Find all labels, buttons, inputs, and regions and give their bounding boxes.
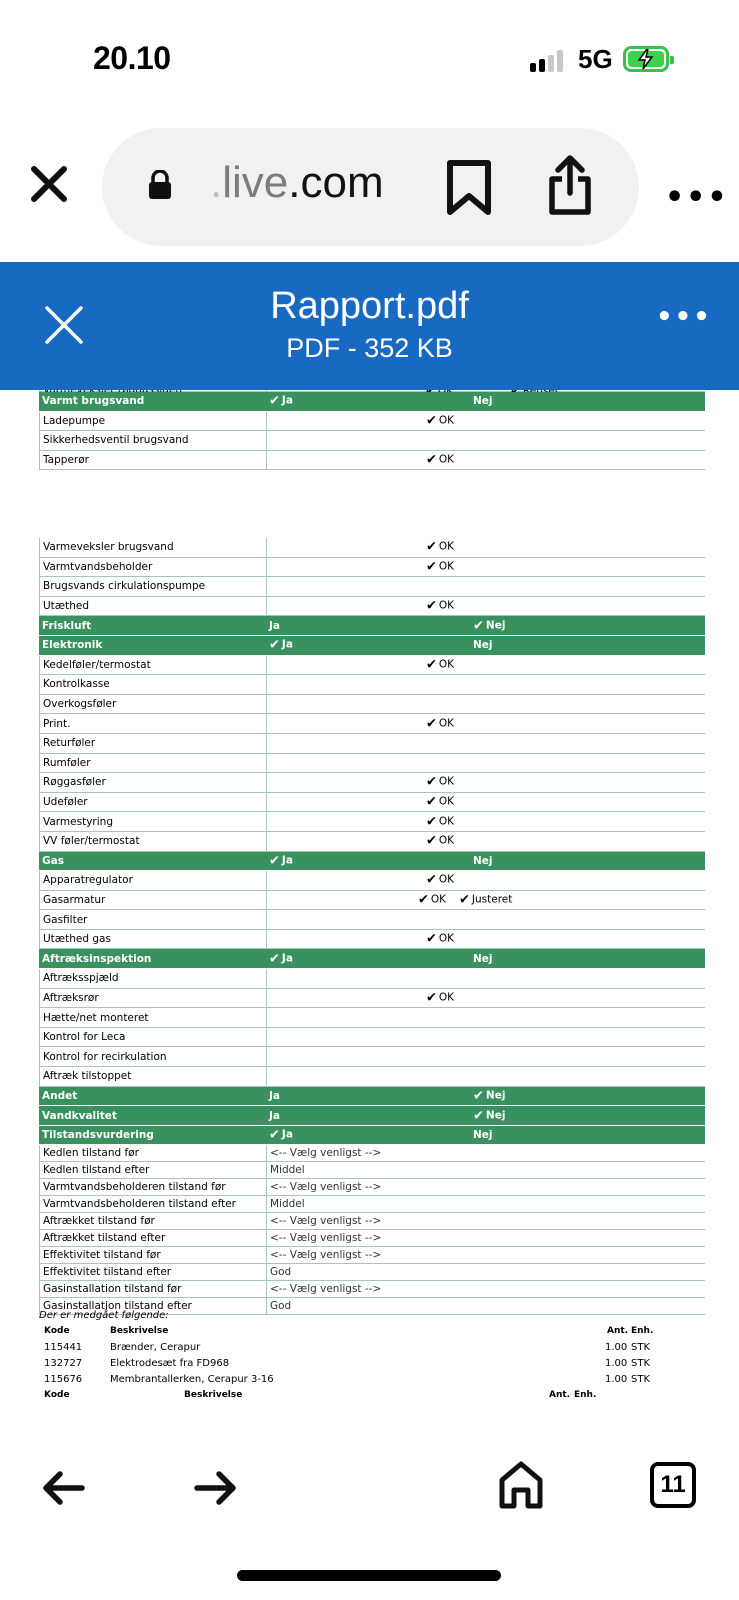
row-label: Tapperør <box>43 454 89 467</box>
row-select-value: <-- Vælg venligst --> <box>270 1232 382 1245</box>
row-label: Gasarmatur <box>43 893 106 906</box>
back-button[interactable] <box>42 1470 86 1510</box>
row-label: Brugsvands cirkulationspumpe <box>43 580 206 593</box>
row-label: Returføler <box>43 737 96 750</box>
row-label: Varmtvandsbeholder <box>43 560 153 573</box>
section-title: Varmt brugsvand <box>42 395 145 408</box>
check-icon: ✔ <box>269 951 280 967</box>
materials-header: Kode Beskrivelse Ant. Enh. <box>44 1326 654 1336</box>
forward-button[interactable] <box>193 1470 237 1510</box>
row-label: Utæthed <box>43 600 90 613</box>
arrow-left-icon <box>42 1470 86 1506</box>
row-label: Varmtvandsbeholderen tilstand før <box>43 1181 226 1194</box>
section-title: Elektronik <box>42 639 103 652</box>
material-row: 132727 Elektrodesæt fra FD968 1.00 STK <box>44 1358 651 1369</box>
check-icon: ✔ <box>426 990 437 1006</box>
url-host: live <box>222 158 289 207</box>
materials-intro: Der er medgået følgende: <box>39 1310 169 1321</box>
table-row <box>39 891 705 911</box>
check-icon: ✔ <box>269 853 280 869</box>
row-label: Overkogsføler <box>43 698 117 711</box>
row-select-value: <-- Vælg venligst --> <box>270 1283 382 1296</box>
section-nej: Nej <box>473 639 493 652</box>
row-value: ✔ OK <box>426 931 455 947</box>
section-ja: ✔ Ja <box>269 1127 293 1143</box>
row-label: Effektivitet tilstand før <box>43 1249 161 1262</box>
section-title: Vandkvalitet <box>42 1109 117 1122</box>
row-select-value: <-- Vælg venligst --> <box>270 1147 382 1160</box>
check-icon: ✔ <box>459 892 470 908</box>
section-header <box>39 636 705 656</box>
table-row <box>39 597 705 617</box>
row-value: ✔ OK <box>426 539 455 555</box>
table-row <box>39 431 705 451</box>
check-icon: ✔ <box>426 657 437 673</box>
row-select-value: <-- Vælg venligst --> <box>270 1181 382 1194</box>
check-icon: ✔ <box>269 1127 280 1143</box>
check-icon: ✔ <box>426 814 437 830</box>
row-label: Gasinstallation tilstand efter <box>43 1300 192 1313</box>
row-label: Sikkerhedsventil brugsvand <box>43 434 189 447</box>
table-row <box>39 832 705 852</box>
table-row <box>39 969 705 989</box>
bookmark-icon <box>446 160 492 216</box>
table-row <box>39 930 705 950</box>
check-icon: ✔ <box>418 892 429 908</box>
section-nej: Nej <box>473 952 493 965</box>
table-row <box>39 1028 705 1048</box>
row-select-value: <-- Vælg venligst --> <box>270 1249 382 1262</box>
section-ja: ✔ Ja <box>269 637 293 653</box>
row-label: Varmtvandsbeholderen tilstand efter <box>43 1198 236 1211</box>
row-label: Aftrækket tilstand før <box>43 1215 155 1228</box>
check-icon: ✔ <box>426 872 437 888</box>
section-nej: ✔ Nej <box>473 618 506 634</box>
home-icon <box>498 1460 544 1510</box>
pdf-subtitle: PDF - 352 KB <box>286 333 453 363</box>
pdf-more-button[interactable]: ••• <box>656 302 712 332</box>
section-nej: ✔ Nej <box>473 1108 506 1124</box>
table-row <box>39 1162 705 1179</box>
bookmark-button[interactable] <box>446 160 492 220</box>
material-row: 115676 Membrantallerken, Cerapur 3-16 1.00 STK <box>44 1374 651 1385</box>
section-header <box>39 392 705 412</box>
section-title: Friskluft <box>42 619 92 632</box>
row-value: ✔ OK <box>426 872 455 888</box>
table-row <box>39 412 705 432</box>
table-row <box>39 1264 705 1281</box>
section-title: Andet <box>42 1089 78 1102</box>
row-value-2: ✔ Justeret <box>459 892 513 908</box>
row-label: Aftrækket tilstand efter <box>43 1232 166 1245</box>
table-row <box>39 871 705 891</box>
table-row <box>39 910 705 930</box>
table-row <box>39 1145 705 1162</box>
section-title: Gas <box>42 854 64 867</box>
table-row <box>39 1213 705 1230</box>
materials-header-repeat: Kode Beskrivelse Ant. Enh. <box>44 1390 597 1400</box>
section-nej: Nej <box>473 854 493 867</box>
section-header <box>39 616 705 636</box>
row-select-value: <-- Vælg venligst --> <box>270 1215 382 1228</box>
row-value: ✔ OK <box>426 598 455 614</box>
url-prefix: . <box>210 158 223 207</box>
section-ja: ✔ Ja <box>269 951 293 967</box>
check-icon: ✔ <box>426 931 437 947</box>
row-value: ✔ OK <box>426 413 455 429</box>
row-label: Aftræk tilstoppet <box>43 1070 132 1083</box>
table-row <box>39 1281 705 1298</box>
home-indicator <box>237 1570 501 1581</box>
table-row <box>39 989 705 1009</box>
section-nej: Nej <box>473 395 493 408</box>
table-row <box>39 1196 705 1213</box>
table-row <box>39 773 705 793</box>
section-ja: Ja <box>269 619 280 632</box>
section-title: Aftræksinspektion <box>42 952 152 965</box>
check-icon: ✔ <box>473 1088 484 1104</box>
pdf-document[interactable] <box>0 390 739 1435</box>
row-label: Røggasføler <box>43 776 106 789</box>
table-row <box>39 734 705 754</box>
section-title: Tilstandsvurdering <box>42 1129 154 1142</box>
row-label: Gasinstallation tilstand før <box>43 1283 182 1296</box>
table-row <box>39 812 705 832</box>
network-type: 5G <box>578 44 613 74</box>
row-label: Kedlen tilstand før <box>43 1147 139 1160</box>
table-row <box>39 1047 705 1067</box>
row-label: Varmeveksler brugsvand <box>43 541 174 554</box>
table-row <box>39 577 705 597</box>
row-label: Print. <box>43 717 71 730</box>
row-label: VV føler/termostat <box>43 835 140 848</box>
row-value: ✔ OK <box>426 657 455 673</box>
row-value: ✔ OK <box>426 716 455 732</box>
row-label: Apparatregulator <box>43 874 133 887</box>
row-value: ✔ OK <box>418 892 447 908</box>
check-icon: ✔ <box>426 413 437 429</box>
section-nej: Nej <box>473 1129 493 1142</box>
table-row <box>39 656 705 676</box>
section-ja: ✔ Ja <box>269 853 293 869</box>
section-ja: ✔ Ja <box>269 393 293 409</box>
row-value: ✔ OK <box>426 452 455 468</box>
row-value: ✔ OK <box>426 559 455 575</box>
table-row <box>39 1230 705 1247</box>
material-row: 115441 Brænder, Cerapur 1.00 STK <box>44 1342 651 1353</box>
close-icon <box>30 165 68 203</box>
status-time: 20.10 <box>93 40 171 76</box>
share-icon <box>547 155 593 217</box>
url-tld: .com <box>288 158 384 207</box>
address-url[interactable] <box>210 158 384 208</box>
check-icon: ✔ <box>426 539 437 555</box>
section-header <box>39 1126 705 1146</box>
row-label: Varmestyring <box>43 815 113 828</box>
row-label: Aftræksspjæld <box>43 972 119 985</box>
row-label: Ladepumpe <box>43 414 106 427</box>
lock-icon <box>148 170 172 204</box>
table-row <box>39 1067 705 1087</box>
close-browser-button[interactable] <box>30 165 70 205</box>
row-label: Kedlen tilstand efter <box>43 1164 150 1177</box>
table-row <box>39 714 705 734</box>
table-row <box>39 793 705 813</box>
table-row <box>39 558 705 578</box>
table-row <box>39 451 705 471</box>
table-row <box>39 695 705 715</box>
row-label: Rumføler <box>43 756 91 769</box>
arrow-right-icon <box>193 1470 237 1506</box>
check-icon: ✔ <box>426 598 437 614</box>
row-select-value: Middel <box>270 1164 305 1177</box>
battery-icon <box>623 46 669 72</box>
row-value: ✔ OK <box>426 814 455 830</box>
table-row <box>39 1179 705 1196</box>
check-icon: ✔ <box>269 637 280 653</box>
section-ja: Ja <box>269 1109 280 1122</box>
table-row <box>39 538 705 558</box>
section-nej: ✔ Nej <box>473 1088 506 1104</box>
row-label: Aftræksrør <box>43 991 99 1004</box>
check-icon: ✔ <box>426 452 437 468</box>
row-select-value: Middel <box>270 1198 305 1211</box>
table-row <box>39 1247 705 1264</box>
section-header <box>39 852 705 872</box>
materials-list <box>39 1310 654 1406</box>
row-value: ✔ OK <box>426 833 455 849</box>
row-select-value: God <box>270 1300 292 1313</box>
row-label: Kedelføler/termostat <box>43 658 151 671</box>
row-label: Udeføler <box>43 796 88 809</box>
check-icon: ✔ <box>473 1108 484 1124</box>
report-table-b <box>39 538 705 1315</box>
row-label: Effektivitet tilstand efter <box>43 1266 172 1279</box>
row-label: Kontrol for Leca <box>43 1031 126 1044</box>
signal-icon <box>530 50 566 72</box>
pdf-title: Rapport.pdf <box>270 285 469 327</box>
check-icon: ✔ <box>426 833 437 849</box>
row-select-value: God <box>270 1266 292 1279</box>
status-bar <box>0 0 739 120</box>
row-label: Kontrolkasse <box>43 678 110 691</box>
row-label: Kontrol for recirkulation <box>43 1050 167 1063</box>
row-label: Utæthed gas <box>43 933 111 946</box>
section-header <box>39 1087 705 1107</box>
section-ja: Ja <box>269 1089 280 1102</box>
share-button[interactable] <box>547 155 593 221</box>
row-value: ✔ OK <box>426 990 455 1006</box>
home-button[interactable] <box>498 1460 544 1514</box>
check-icon: ✔ <box>426 794 437 810</box>
section-header <box>39 1106 705 1126</box>
report-table-a <box>39 392 705 470</box>
section-header <box>39 949 705 969</box>
table-row <box>39 754 705 774</box>
tabs-button[interactable]: 11 <box>650 1462 696 1508</box>
row-label: Gasfilter <box>43 913 88 926</box>
check-icon: ✔ <box>426 716 437 732</box>
check-icon: ✔ <box>426 774 437 790</box>
row-value: ✔ OK <box>426 774 455 790</box>
more-options-button[interactable]: ••• <box>665 180 729 215</box>
check-icon: ✔ <box>269 393 280 409</box>
table-row <box>39 1008 705 1028</box>
row-value: ✔ OK <box>426 794 455 810</box>
check-icon: ✔ <box>426 559 437 575</box>
row-label: Hætte/net monteret <box>43 1011 149 1024</box>
check-icon: ✔ <box>473 618 484 634</box>
table-row <box>39 675 705 695</box>
